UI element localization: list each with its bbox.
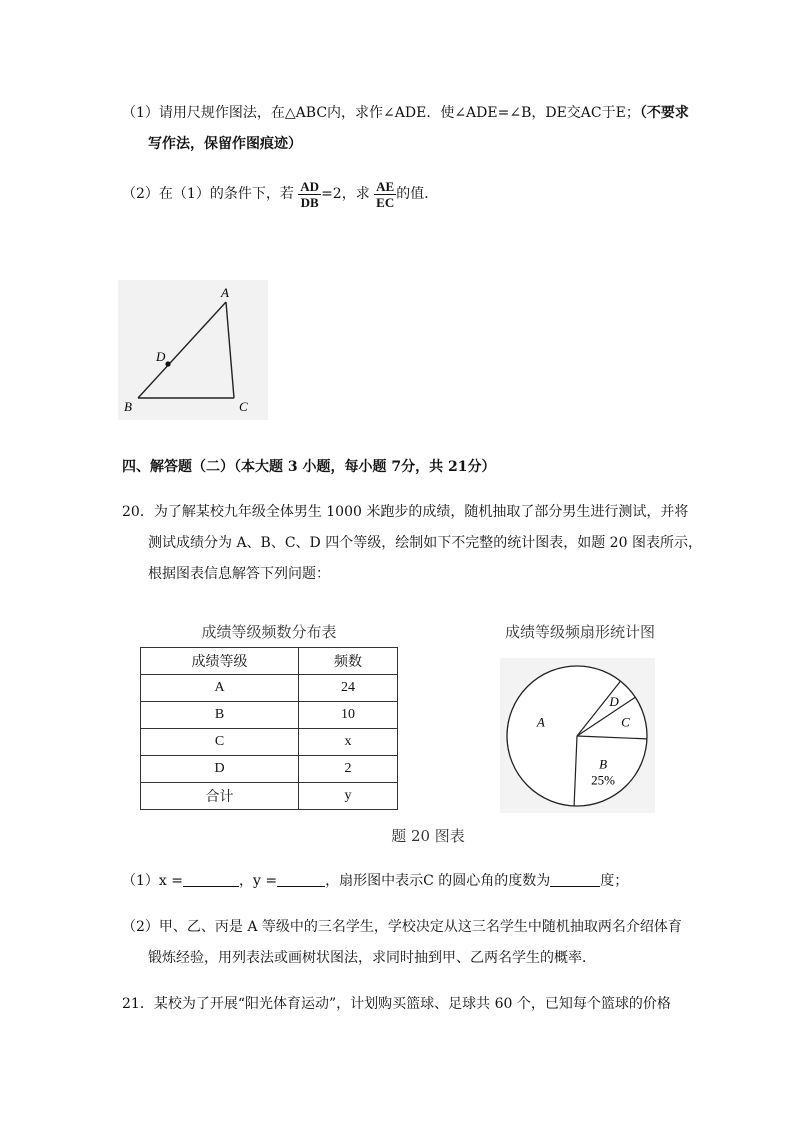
label-b: B [124,399,132,414]
pie-label-a: A [536,714,545,730]
fraction-ae-ec [374,179,396,210]
point-d [165,361,170,366]
q19-part1-line1 [122,103,689,123]
header-grade: 成绩等级 [141,648,299,675]
frac1-denominator: DB [300,194,319,210]
answer-blank-y[interactable] [277,872,325,887]
table-row [141,729,398,756]
frac1-numerator: AD [300,178,320,194]
q19-part2-mid: =2，求 [321,186,370,202]
pie-percent-b: 25% [591,772,616,788]
cell-grade: B [141,702,299,729]
table-title: 成绩等级频数分布表 [201,623,337,641]
frequency-table [140,647,398,810]
table-row [141,702,398,729]
fraction-ad-db [298,179,321,210]
label-c: C [239,399,248,414]
cell-frequency: x [299,729,398,756]
pie-label-b: B [599,756,608,772]
q20-part2-line1: （2）甲、乙、丙是 A 等级中的三名学生，学校决定从这三名学生中随机抽取两名介绍体育 [122,919,682,935]
table-row [141,756,398,783]
triangle-figure [118,280,268,420]
pie-label-c: C [621,714,630,730]
q20-part1-unit: 度； [600,873,629,889]
section-heading: 四、解答题（二）（本大题 3 小题，每小题 7分，共 21分） [122,459,496,475]
table-row [141,675,398,702]
cell-grade: C [141,729,299,756]
answer-blank-angle[interactable] [550,872,600,887]
q20-part1-line [122,871,628,891]
q20-part2-line2: 锻炼经验，用列表法或画树状图法，求同时抽到甲、乙两名学生的概率． [148,950,596,966]
cell-frequency: y [299,783,398,810]
q20-intro-line1: 20．为了解某校九年级全体男生 1000 米跑步的成绩，随机抽取了部分男生进行测试，并将 [122,504,689,520]
header-frequency: 频数 [299,648,398,675]
q19-part1-bold: （不要求 [639,105,689,121]
q19-part2-line [122,176,438,212]
q20-intro-line3: 根据图表信息解答下列问题： [148,566,330,582]
pie-label-d: D [609,693,619,709]
cell-frequency: 24 [299,675,398,702]
q20-part1-x-label: （1）x = [122,873,183,889]
q21-intro-line: 21．某校为了开展“阳光体育运动”，计划购买篮球、足球共 60 个，已知每个篮球的价格 [122,996,671,1012]
answer-blank-x[interactable] [183,872,239,887]
figure-caption: 题 20 图表 [391,827,465,845]
label-a: A [221,285,229,300]
cell-frequency: 10 [299,702,398,729]
q19-part1-line2: 写作法，保留作图痕迹） [148,136,302,152]
q20-intro-line2: 测试成绩分为 A、B、C、D 四个等级，绘制如下不完整的统计图表，如题 20 图表所示， [148,535,702,551]
chart-title: 成绩等级频扇形统计图 [504,623,655,641]
cell-frequency: 2 [299,756,398,783]
q19-part1-text: （1）请用尺规作图法，在△ABC内，求作∠ADE．使∠ADE=∠B，DE交AC于E； [122,105,640,121]
q19-part2-pre: （2）在（1）的条件下，若 [122,186,294,202]
q19-part2-post: 的值． [396,186,439,202]
q20-part1-angle-label: ，扇形图中表示C 的圆心角的度数为 [325,873,551,889]
q20-part1-y-label: ，y = [238,873,278,889]
pie-chart [500,658,655,813]
table-row [141,783,398,810]
frac2-denominator: EC [376,194,395,210]
cell-grade: 合计 [141,783,299,810]
table-header-row [141,648,398,675]
label-d: D [156,349,166,364]
cell-grade: A [141,675,299,702]
cell-grade: D [141,756,299,783]
frac2-numerator: AE [376,178,395,194]
